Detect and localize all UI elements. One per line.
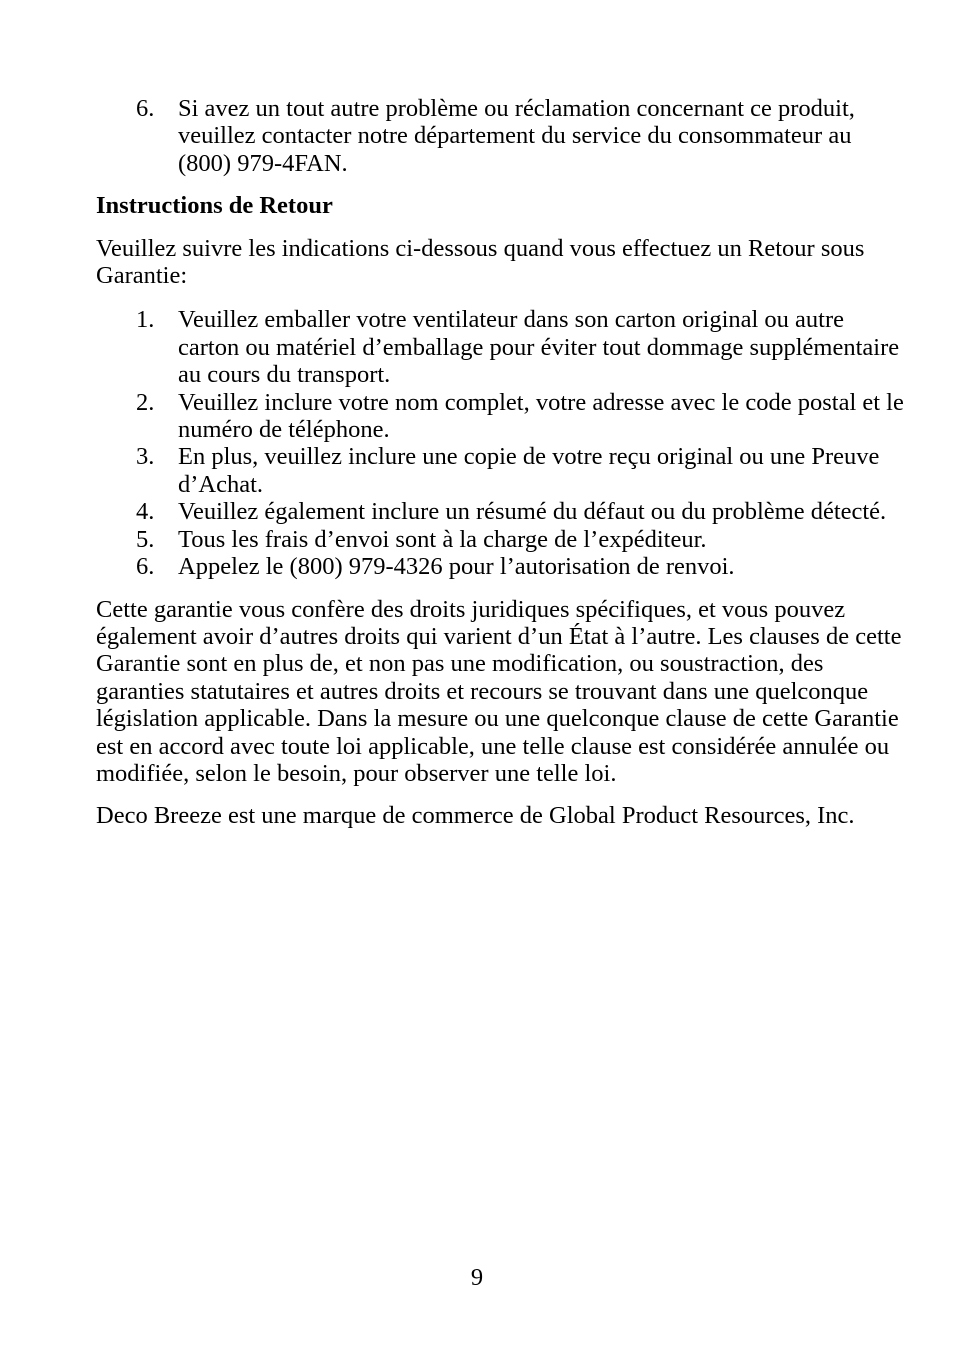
list-item <box>96 553 906 580</box>
return-instructions-intro: Veuillez suivre les indications ci-dessous quand vous effectuez un Retour sous Garantie: <box>96 234 865 290</box>
list-item <box>96 95 906 177</box>
list-item-text: Veuillez inclure votre nom complet, votre adresse avec le code postal et le numéro de téléphone. <box>178 388 904 444</box>
list-item <box>96 306 906 388</box>
list-item-number: 1. <box>136 306 155 334</box>
document-page <box>96 95 906 830</box>
list-item-text: Tous les frais d’envoi sont à la charge de l’expéditeur. <box>178 525 707 553</box>
warranty-legal-paragraph: Cette garantie vous confère des droits juridiques spécifiques, et vous pouvez également avoir d’autres droits qui varient d’un État à l’autre. Les clauses de cette Garantie sont en plus de, et non pas une modification, ou soustraction, des garanties statutaires et autres droits et recours se trouvant dans une quelconque législation applicable. Dans la mesure ou une quelconque clause de cette Garantie est en accord avec toute loi applicable, une telle clause est considérée annulée ou modifiée, selon le besoin, pour observer une telle loi. <box>96 595 902 787</box>
list-item-number: 2. <box>136 388 155 416</box>
trademark-paragraph: Deco Breeze est une marque de commerce de Global Product Resources, Inc. <box>96 802 855 830</box>
return-instructions-heading: Instructions de Retour <box>96 192 333 220</box>
list-item <box>96 498 906 525</box>
list-item-text: Si avez un tout autre problème ou réclamation concernant ce produit, veuillez contacter notre département du service du consommateur au (800) 979-4FAN. <box>178 95 855 177</box>
list-item <box>96 526 906 553</box>
list-item-text: Veuillez également inclure un résumé du défaut ou du problème détecté. <box>178 498 887 526</box>
list-item-number: 4. <box>136 498 155 526</box>
return-instructions-list <box>96 306 906 580</box>
continued-numbered-list <box>96 95 906 177</box>
list-item-text: Veuillez emballer votre ventilateur dans son carton original ou autre carton ou matériel d’emballage pour éviter tout dommage supplémentaire au cours du transport. <box>178 306 900 389</box>
list-item <box>96 389 906 444</box>
list-item <box>96 443 906 498</box>
list-item-text: Appelez le (800) 979-4326 pour l’autorisation de renvoi. <box>178 553 735 581</box>
list-item-number: 6. <box>136 95 155 122</box>
page-number: 9 <box>470 1264 484 1291</box>
list-item-number: 5. <box>136 525 155 553</box>
list-item-number: 6. <box>136 553 155 581</box>
list-item-number: 3. <box>136 443 155 471</box>
list-item-text: En plus, veuillez inclure une copie de votre reçu original ou une Preuve d’Achat. <box>178 443 880 498</box>
